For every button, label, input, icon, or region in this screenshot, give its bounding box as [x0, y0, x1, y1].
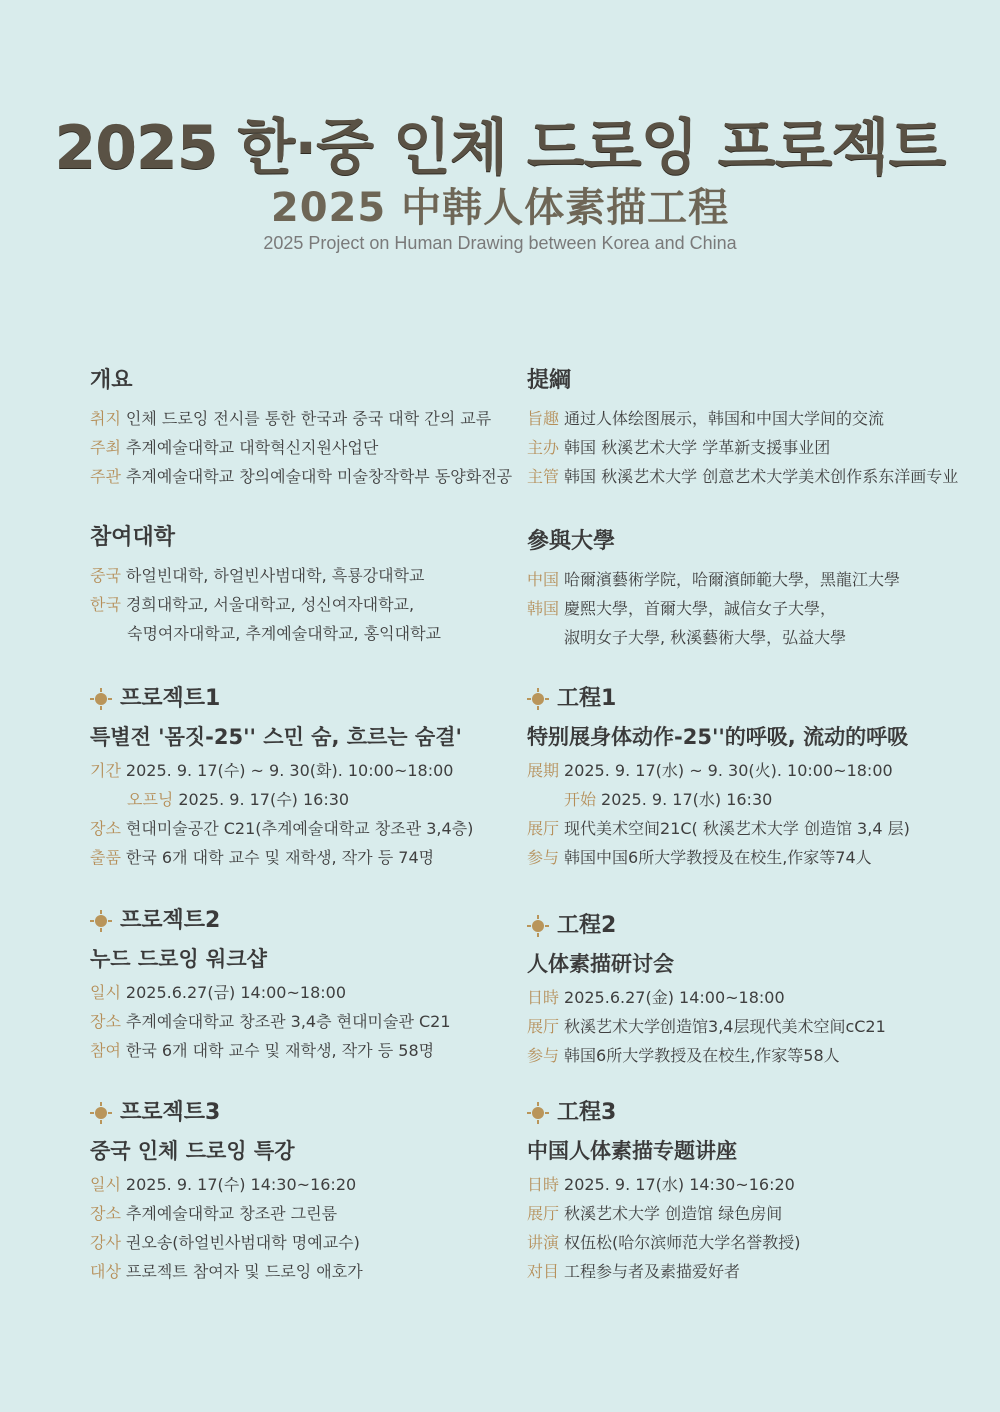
zh-project1-subtitle: 特别展身体动作-25''的呼吸, 流动的呼吸	[527, 725, 909, 749]
ko-universities-row: 숙명여자대학교, 추계예술대학교, 홍익대학교	[127, 624, 442, 643]
zh-overview-row: 主管 韩国 秋溪艺术大学 创意艺术大学美术创作系东洋画专业	[527, 467, 959, 486]
ko-universities-heading: 참여대학	[90, 525, 176, 550]
ko-project3-heading: 프로젝트3	[120, 1100, 221, 1125]
zh-universities-row: 韩国 慶熙大學，首爾大學，誠信女子大學，	[527, 599, 837, 618]
zh-overview	[527, 366, 977, 491]
zh-project3-row: 对目 工程参与者及素描爱好者	[527, 1262, 741, 1281]
zh-universities-row: 淑明女子大學, 秋溪藝術大學，弘益大學	[564, 628, 847, 647]
sun-icon	[527, 1102, 549, 1124]
ko-project3	[90, 1098, 530, 1286]
zh-project2-row: 展厅 秋溪艺术大学创造馆3,4层现代美术空间cC21	[527, 1017, 886, 1036]
ko-overview-row: 주관 추계예술대학교 창의예술대학 미술창작학부 동양화전공	[90, 467, 513, 486]
ko-overview-row: 취지 인체 드로잉 전시를 통한 한국과 중국 대학 간의 교류	[90, 409, 492, 428]
zh-project2	[527, 911, 977, 1070]
ko-universities-row: 한국 경희대학교, 서울대학교, 성신여자대학교,	[90, 595, 415, 614]
zh-project1-heading: 工程1	[557, 686, 617, 711]
zh-project1-row: 参与 韩国中国6所大学教授及在校生,作家等74人	[527, 848, 872, 867]
ko-project1	[90, 684, 530, 872]
zh-universities	[527, 527, 977, 652]
ko-project1-row: 오프닝 2025. 9. 17(수) 16:30	[127, 790, 350, 809]
ko-project2-row: 일시 2025.6.27(금) 14:00~18:00	[90, 983, 347, 1002]
title-english: 2025 Project on Human Drawing between Korea and China	[263, 233, 737, 253]
title-korean: 2025 한·중 인체 드로잉 프로젝트	[54, 113, 946, 183]
zh-project3	[527, 1098, 977, 1286]
zh-project3-heading: 工程3	[557, 1100, 617, 1125]
zh-project2-row: 日時 2025.6.27(金) 14:00~18:00	[527, 988, 785, 1007]
ko-overview-row: 주최 추계예술대학교 대학혁신지원사업단	[90, 438, 379, 457]
ko-project2	[90, 906, 530, 1065]
sun-icon	[90, 1102, 112, 1124]
ko-universities	[90, 523, 530, 648]
ko-project3-row: 일시 2025. 9. 17(수) 14:30~16:20	[90, 1175, 357, 1194]
ko-overview	[90, 366, 530, 491]
zh-project3-row: 展厅 秋溪艺术大学 创造馆 绿色房间	[527, 1204, 783, 1223]
ko-project1-heading: 프로젝트1	[120, 686, 221, 711]
ko-project3-row: 강사 권오송(하얼빈사범대학 명예교수)	[90, 1233, 360, 1252]
ko-project2-row: 참여 한국 6개 대학 교수 및 재학생, 작가 등 58명	[90, 1041, 435, 1060]
zh-project2-subtitle: 人体素描研讨会	[527, 952, 674, 976]
ko-project2-row: 장소 추계예술대학교 창조관 3,4층 현대미술관 C21	[90, 1012, 451, 1031]
ko-overview-heading: 개요	[90, 368, 133, 393]
ko-project3-subtitle: 중국 인체 드로잉 특강	[90, 1139, 295, 1163]
zh-project2-row: 参与 韩国6所大学教授及在校生,作家等58人	[527, 1046, 840, 1065]
zh-project1-row: 展期 2025. 9. 17(水) ~ 9. 30(火). 10:00~18:00	[527, 761, 893, 780]
zh-overview-row: 旨趣 通过人体绘图展示，韩国和中国大学间的交流	[527, 409, 885, 428]
zh-universities-heading: 參與大學	[527, 529, 616, 554]
ko-project1-row: 장소 현대미술공간 C21(추계예술대학교 창조관 3,4층)	[90, 819, 474, 838]
zh-project1-row: 展厅 现代美术空间21C( 秋溪艺术大学 创造馆 3,4 层)	[527, 819, 910, 838]
zh-project3-row: 日時 2025. 9. 17(水) 14:30~16:20	[527, 1175, 795, 1194]
sun-icon	[527, 915, 549, 937]
zh-project2-heading: 工程2	[557, 913, 617, 938]
ko-project1-row: 기간 2025. 9. 17(수) ~ 9. 30(화). 10:00~18:00	[90, 761, 454, 780]
poster-header	[0, 112, 1000, 254]
sun-icon	[90, 910, 112, 932]
title-chinese: 2025 中韩人体素描工程	[270, 185, 730, 231]
sun-icon	[90, 688, 112, 710]
ko-project1-row: 출품 한국 6개 대학 교수 및 재학생, 작가 등 74명	[90, 848, 435, 867]
zh-universities-row: 中国 哈爾濱藝術学院，哈爾濱師範大學，黑龍江大學	[527, 570, 901, 589]
ko-project1-subtitle: 특별전 '몸짓-25'' 스민 숨, 흐르는 숨결'	[90, 725, 462, 749]
zh-overview-row: 主办 韩国 秋溪艺术大学 学革新支援事业团	[527, 438, 831, 457]
zh-project1	[527, 684, 977, 872]
zh-project1-row: 开始 2025. 9. 17(水) 16:30	[564, 790, 773, 809]
zh-project3-row: 讲演 权伍松(哈尔滨师范大学名誉教授)	[527, 1233, 801, 1252]
ko-project3-row: 장소 추계예술대학교 창조관 그린룸	[90, 1204, 338, 1223]
ko-project3-row: 대상 프로젝트 참여자 및 드로잉 애호가	[90, 1262, 363, 1281]
ko-universities-row: 중국 하얼빈대학, 하얼빈사범대학, 흑룡강대학교	[90, 566, 425, 585]
sun-icon	[527, 688, 549, 710]
ko-project2-subtitle: 누드 드로잉 워크샵	[90, 947, 267, 971]
zh-project3-subtitle: 中国人体素描专题讲座	[527, 1139, 737, 1163]
ko-project2-heading: 프로젝트2	[120, 908, 221, 933]
zh-overview-heading: 提綱	[527, 368, 572, 393]
